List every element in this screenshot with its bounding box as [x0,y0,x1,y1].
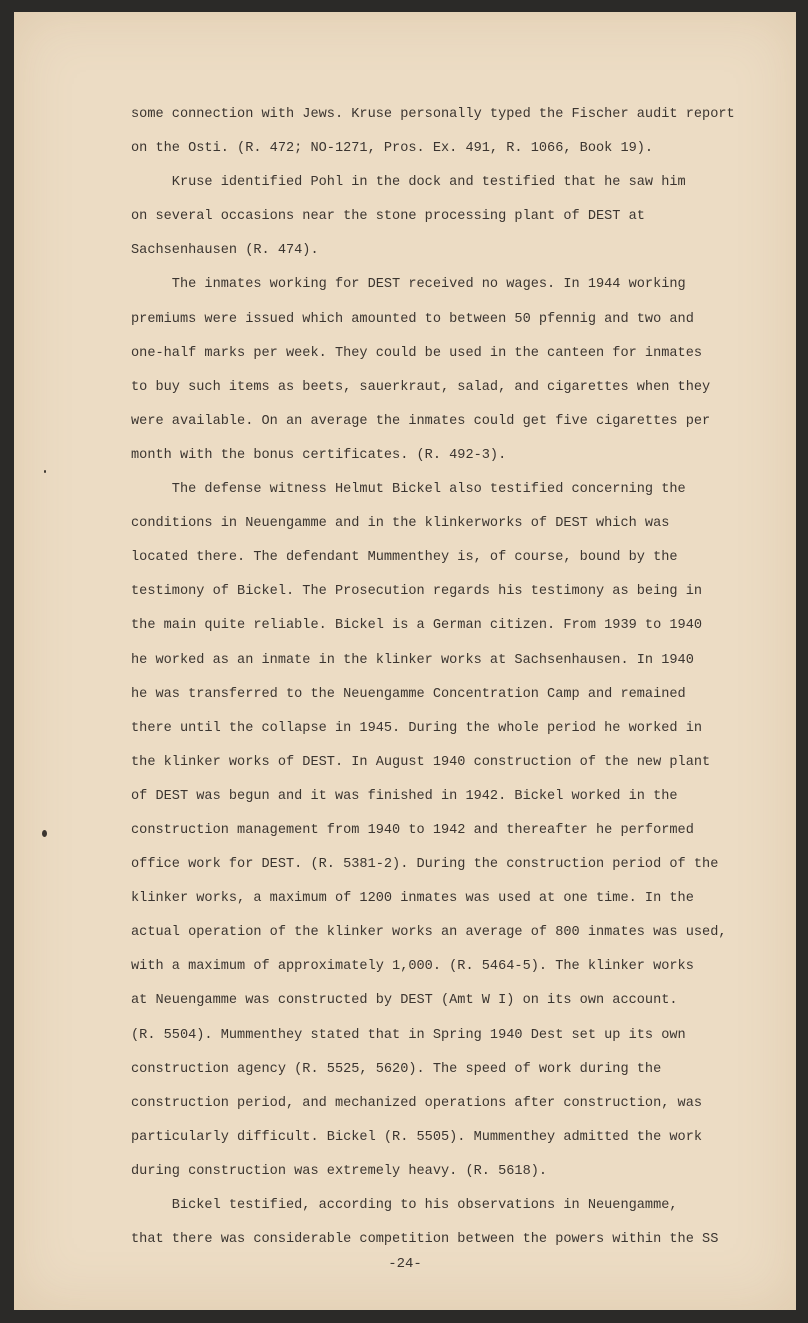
text-line: Bickel testified, according to his observations in Neuengamme, [131,1198,678,1213]
margin-dot [42,830,47,837]
page-number: -24- [388,1256,422,1272]
text-line: on several occasions near the stone processing plant of DEST at [131,209,645,225]
text-line: with a maximum of approximately 1,000. (R. 5464-5). The klinker works [131,959,694,975]
text-line: (R. 5504). Mummenthey stated that in Spring 1940 Dest set up its own [131,1027,686,1043]
text-line: construction management from 1940 to 1942 and thereafter he performed [131,822,694,838]
text-line: he worked as an inmate in the klinker works at Sachsenhausen. In 1940 [131,652,694,668]
text-line: he was transferred to the Neuengamme Concentration Camp and remained [131,686,686,702]
text-line: testimony of Bickel. The Prosecution regards his testimony as being in [131,584,703,600]
margin-dot [44,470,46,473]
text-line: Sachsenhausen (R. 474). [131,243,319,259]
text-line: klinker works, a maximum of 1200 inmates was used at one time. In the [131,891,694,907]
document-page [14,12,796,1310]
text-line: Kruse identified Pohl in the dock and testified that he saw him [131,175,686,191]
text-line: The defense witness Helmut Bickel also testified concerning the [131,482,686,498]
text-line: of DEST was begun and it was finished in 1942. Bickel worked in the [131,788,678,804]
text-line: some connection with Jews. Kruse personally typed the Fischer audit report [131,107,735,122]
text-line: conditions in Neuengamme and in the klinkerworks of DEST which was [131,516,670,532]
text-line: particularly difficult. Bickel (R. 5505). Mummenthey admitted the work [131,1129,703,1145]
text-line: premiums were issued which amounted to between 50 pfennig and two and [131,311,694,327]
text-line: that there was considerable competition between the powers within the SS [131,1232,719,1248]
text-line: on the Osti. (R. 472; NO-1271, Pros. Ex. 491, R. 1066, Book 19). [131,141,654,157]
text-line: at Neuengamme was constructed by DEST (Amt W I) on its own account. [131,993,678,1009]
text-line: The inmates working for DEST received no wages. In 1944 working [131,277,686,293]
body-text [131,98,771,1257]
text-line: during construction was extremely heavy. (R. 5618). [131,1163,548,1179]
text-line: the klinker works of DEST. In August 1940 construction of the new plant [131,754,711,770]
text-line: month with the bonus certificates. (R. 492-3). [131,447,507,463]
text-line: one-half marks per week. They could be used in the canteen for inmates [131,345,703,361]
text-line: located there. The defendant Mummenthey is, of course, bound by the [131,550,678,566]
text-line: office work for DEST. (R. 5381-2). During the construction period of the [131,857,719,873]
text-line: the main quite reliable. Bickel is a German citizen. From 1939 to 1940 [131,618,703,634]
text-line: construction period, and mechanized operations after construction, was [131,1095,703,1111]
text-line: construction agency (R. 5525, 5620). The speed of work during the [131,1061,662,1077]
text-line: were available. On an average the inmates could get five cigarettes per [131,413,711,429]
text-line: to buy such items as beets, sauerkraut, salad, and cigarettes when they [131,379,711,395]
text-line: actual operation of the klinker works an average of 800 inmates was used, [131,925,727,941]
text-line: there until the collapse in 1945. During the whole period he worked in [131,720,703,736]
